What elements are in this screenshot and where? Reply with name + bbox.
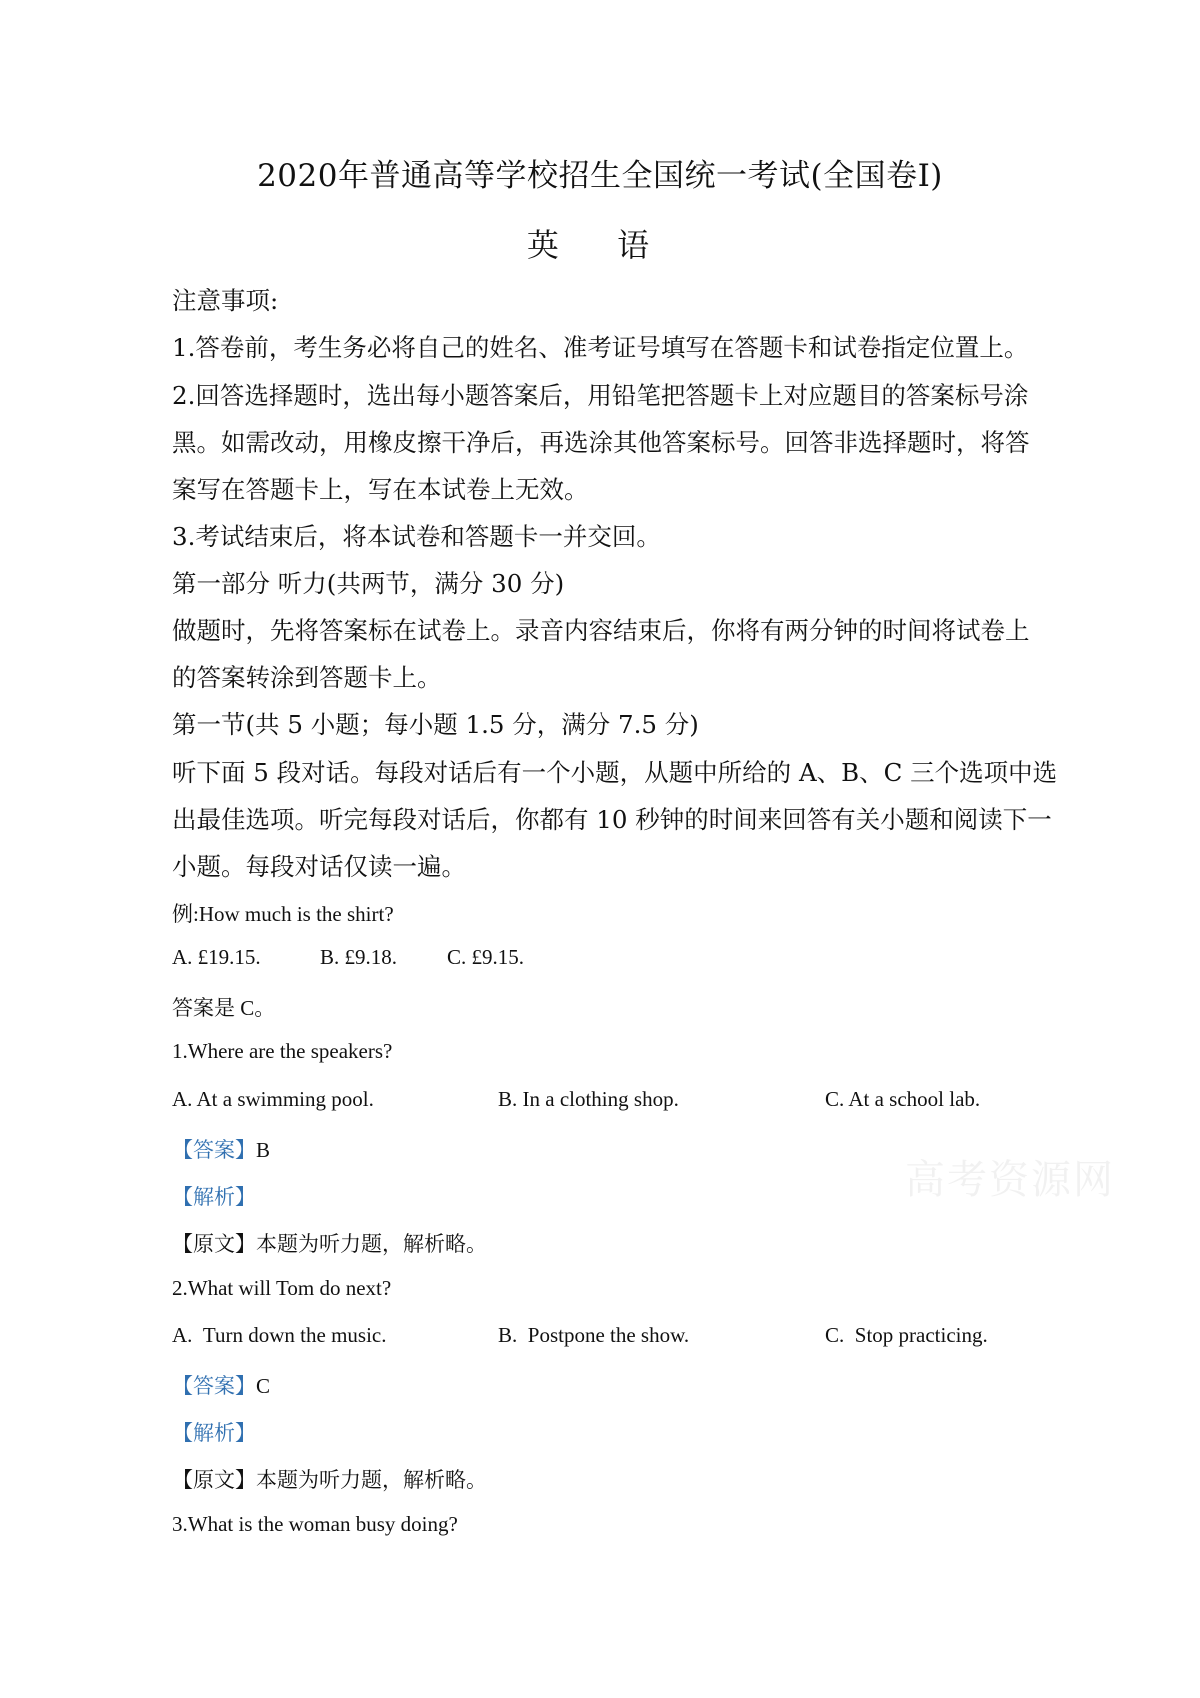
question-1-option-b: B. In a clothing shop. xyxy=(498,1087,679,1111)
answer-value: C xyxy=(256,1374,271,1398)
example-option-b: B. £9.18. xyxy=(320,945,398,969)
part-heading: 第一部分 听力(共两节，满分 30 分) xyxy=(172,569,565,598)
question-2-analysis xyxy=(172,1417,256,1447)
notice-item: 3.考试结束后，将本试卷和答题卡一并交回。 xyxy=(172,522,661,551)
question-1-source xyxy=(172,1228,487,1258)
answer-label: 【答案】 xyxy=(172,1138,256,1162)
notice-heading: 注意事项: xyxy=(172,286,279,315)
analysis-label: 【解析】 xyxy=(172,1185,256,1209)
source-text: 本题为听力题，解析略。 xyxy=(256,1232,487,1256)
answer-label: 【答案】 xyxy=(172,1374,256,1398)
example-answer: 答案是 C。 xyxy=(172,996,276,1020)
question-3: 3.What is the woman busy doing? xyxy=(172,1512,458,1536)
watermark: 高考资源网 xyxy=(905,1157,1115,1203)
question-2-option-c xyxy=(825,1323,988,1348)
analysis-label: 【解析】 xyxy=(172,1421,256,1445)
subject-heading: 英 语 xyxy=(526,226,674,264)
part-instruction: 的答案转涂到答题卡上。 xyxy=(172,663,442,692)
exam-title: 2020年普通高等学校招生全国统一考试(全国卷I) xyxy=(257,158,943,194)
source-label: 【原文】 xyxy=(172,1468,256,1492)
option-letter: A. xyxy=(172,1323,193,1347)
question-2-source xyxy=(172,1464,487,1494)
question-1-answer xyxy=(172,1134,270,1164)
question-1-option-c: C. At a school lab. xyxy=(825,1087,981,1111)
source-text: 本题为听力题，解析略。 xyxy=(256,1468,487,1492)
example-option-a: A. £19.15. xyxy=(172,945,261,969)
option-text: Stop practicing. xyxy=(854,1323,988,1347)
option-letter: C. xyxy=(825,1323,845,1347)
section-instruction: 听下面 5 段对话。每段对话后有一个小题，从题中所给的 A、B、C 三个选项中选 xyxy=(172,758,1058,787)
section-instruction: 小题。每段对话仅读一遍。 xyxy=(172,852,466,881)
section-instruction: 出最佳选项。听完每段对话后，你都有 10 秒钟的时间来回答有关小题和阅读下一 xyxy=(172,805,1052,834)
option-text: Turn down the music. xyxy=(202,1323,387,1347)
question-1: 1.Where are the speakers? xyxy=(172,1039,393,1063)
source-label: 【原文】 xyxy=(172,1232,256,1256)
question-1-analysis xyxy=(172,1181,256,1211)
question-2-option-a xyxy=(172,1323,387,1348)
notice-item: 2.回答选择题时，选出每小题答案后，用铅笔把答题卡上对应题目的答案标号涂 xyxy=(172,381,1029,410)
question-2-option-b xyxy=(498,1323,689,1348)
question-2: 2.What will Tom do next? xyxy=(172,1276,392,1300)
example-option-c: C. £9.15. xyxy=(447,945,525,969)
example-question: 例:How much is the shirt? xyxy=(172,902,394,926)
notice-item: 1.答卷前，考生务必将自己的姓名、准考证号填写在答题卡和试卷指定位置上。 xyxy=(172,333,1029,362)
option-letter: B. xyxy=(498,1323,518,1347)
notice-item: 黑。如需改动，用橡皮擦干净后，再选涂其他答案标号。回答非选择题时，将答 xyxy=(172,428,1030,457)
answer-value: B xyxy=(256,1138,271,1162)
question-2-answer xyxy=(172,1370,270,1400)
question-1-option-a: A. At a swimming pool. xyxy=(172,1087,374,1111)
option-text: Postpone the show. xyxy=(527,1323,690,1347)
section-heading: 第一节(共 5 小题；每小题 1.5 分，满分 7.5 分) xyxy=(172,710,699,739)
part-instruction: 做题时，先将答案标在试卷上。录音内容结束后，你将有两分钟的时间将试卷上 xyxy=(172,616,1030,645)
notice-item: 案写在答题卡上，写在本试卷上无效。 xyxy=(172,475,589,504)
